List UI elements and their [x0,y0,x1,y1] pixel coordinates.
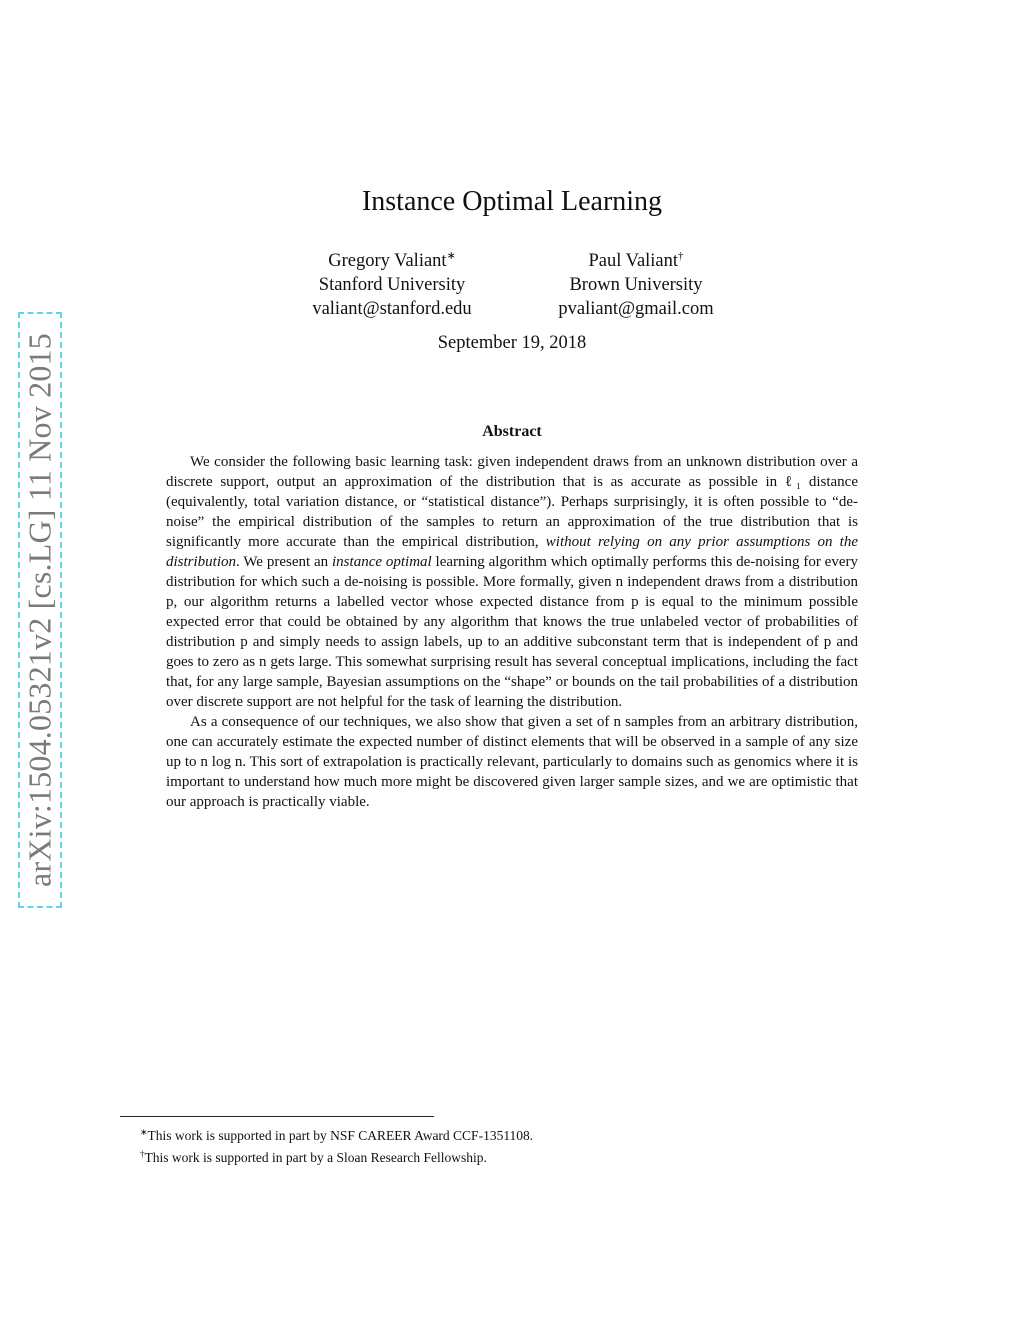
paper-title: Instance Optimal Learning [361,186,663,217]
author-email: valiant@stanford.edu [312,299,472,319]
abstract-text: . We present an [236,554,333,570]
footnote-2 [140,1145,840,1167]
arxiv-identifier-text: arXiv:1504.05321v2 [cs.LG] 11 Nov 2015 [21,333,58,887]
paper-date: September 19, 2018 [437,333,587,353]
abstract-text: We consider the following basic learning task: given independent draws from an unknown distribution over a discrete support, output an approximation of the distribution that is as accurate as possible in ℓ₁ distance (equivalently, total variation distance, or “statistical distance”). Perhaps surprisingly, it is often possible to “de-noise” the empirical distribution of the samples to return an approximation of the true distribution that is significantly more accurate than the empirical distribution, [166,454,858,550]
author-block-2 [520,244,752,321]
footnote-rule [120,1116,434,1117]
abstract-text: learning algorithm which optimally performs this de-noising for every distribution for which such a de-noising is possible. More formally, given n independent draws from a distribution p, our algorithm returns a labelled vector whose expected distance from p is equal to the minimum possible expected error that could be obtained by any algorithm that knows the true unlabeled vector of probabilities of distribution p and simply needs to assign labels, up to an additive subconstant term that is independent of p and goes to zero as n gets large. This somewhat surprising result has several conceptual implications, including the fact that, for any large sample, Bayesian assumptions on the “shape” or bounds on the tail probabilities of a distribution over discrete support are not helpful for the task of learning the distribution. [166,554,858,710]
arxiv-identifier-stamp [18,312,62,908]
abstract-paragraph-2: As a consequence of our techniques, we also show that given a set of n samples from an arbitrary distribution, one can accurately estimate the expected number of distinct elements that will be observed in a sample of any size up to n log n. This sort of extrapolation is practically relevant, particularly to domains such as genomics where it is important to understand how much more might be discovered given larger sample sizes, and we are optimistic that our approach is practically viable. [166,714,858,810]
footnote-1 [140,1123,840,1145]
author-footnote-mark: ∗ [446,250,456,262]
abstract-emphasis: without relying on any prior assumptions on the distribution [166,534,858,570]
author-name: Gregory Valiant [328,251,447,271]
abstract-emphasis: instance optimal [332,554,432,570]
author-affiliation: Stanford University [318,275,466,295]
footnote-text: This work is supported in part by NSF CAREER Award CCF-1351108. [147,1128,534,1143]
author-name: Paul Valiant [588,251,679,271]
abstract-paragraph-1 [166,452,858,712]
footnotes [140,1123,840,1167]
footnote-mark: ∗ [140,1127,148,1137]
author-affiliation: Brown University [569,275,703,295]
author-email: pvaliant@gmail.com [558,299,714,319]
abstract-heading: Abstract [482,423,542,440]
footnote-mark: † [140,1149,145,1159]
author-block-1 [272,244,512,321]
footnote-text: This work is supported in part by a Sloan Research Fellowship. [144,1150,487,1165]
abstract-body [166,452,858,812]
author-footnote-mark: † [678,250,684,262]
